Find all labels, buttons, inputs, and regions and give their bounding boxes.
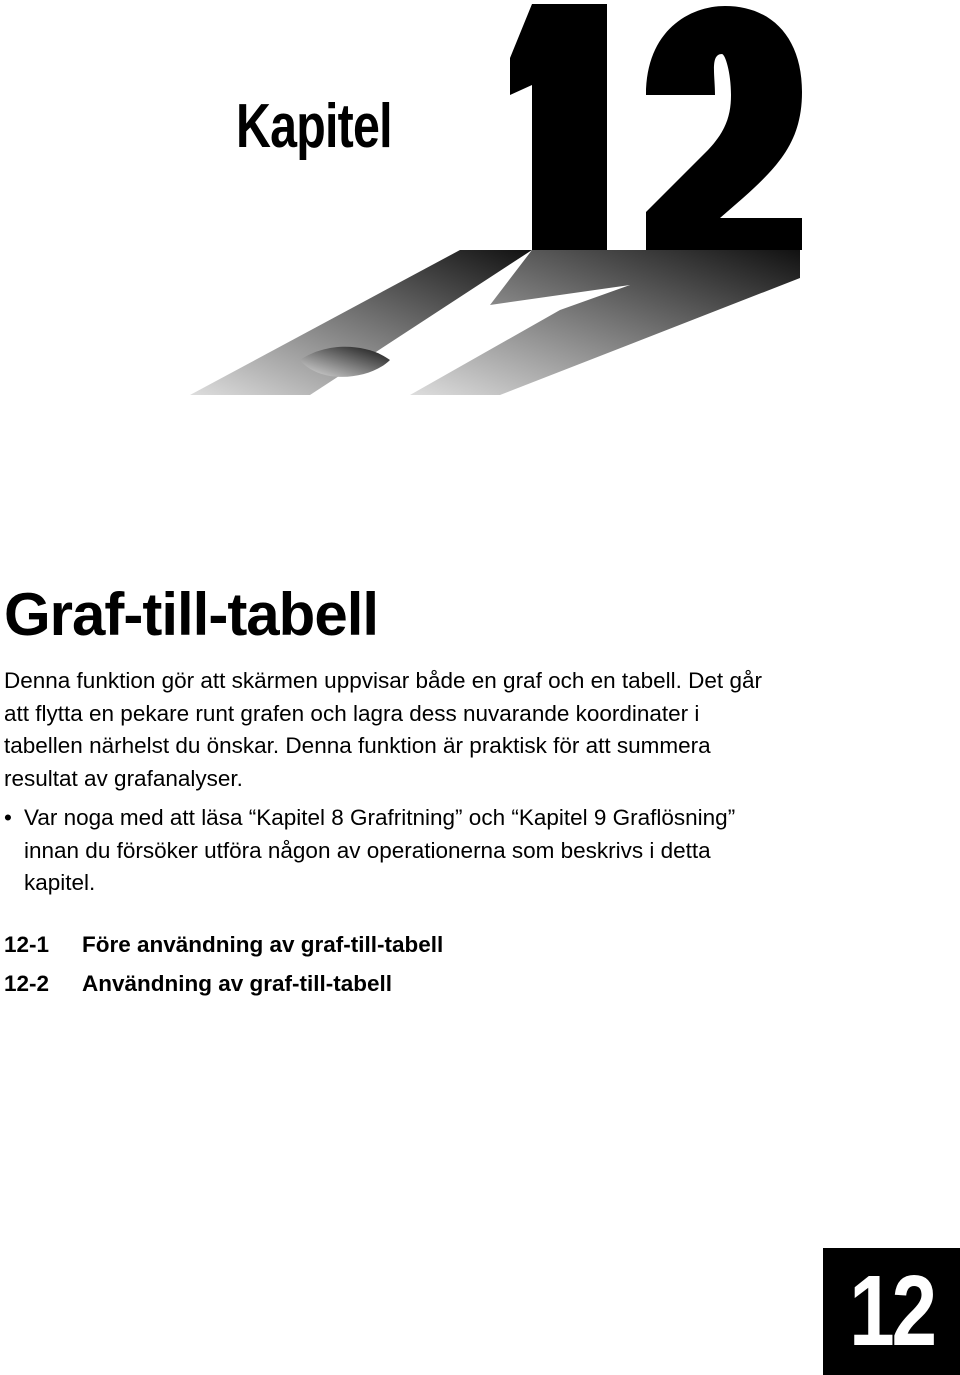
section-title: Graf-till-tabell [4,581,379,648]
toc-entry-12-1[interactable] [4,925,443,964]
toc-entry-number: 12-1 [4,932,50,957]
bullet-icon: • [4,805,12,830]
chapter-tab-number: 12 [849,1255,934,1367]
intro-paragraph: Denna funktion gör att skärmen uppvisar både en graf och en tabell. Det går att flytta en pekare runt grafen och lagra dess nuvarande koordinater i tabellen närhelst du önskar. Denna funktion är praktisk för att summera resultat av grafanalyser. [4,668,762,791]
toc-entry-number: 12-2 [4,971,50,996]
chapter-label: Kapitel [236,92,392,161]
bullet-note [4,802,774,900]
chapter-number-digits [510,4,802,250]
toc-entry-12-2[interactable] [4,964,443,1003]
chapter-number-graphic [160,0,820,400]
bullet-text: Var noga med att läsa “Kapitel 8 Grafritning” och “Kapitel 9 Graflösning” innan du försöker utföra någon av operationerna som beskrivs i detta kapitel. [24,805,736,896]
chapter-tab [823,1248,960,1375]
chapter-number-shadow [190,250,800,395]
toc-entry-title: Användning av graf-till-tabell [82,971,393,996]
table-of-contents [4,925,443,1003]
toc-entry-title: Före användning av graf-till-tabell [82,932,444,957]
